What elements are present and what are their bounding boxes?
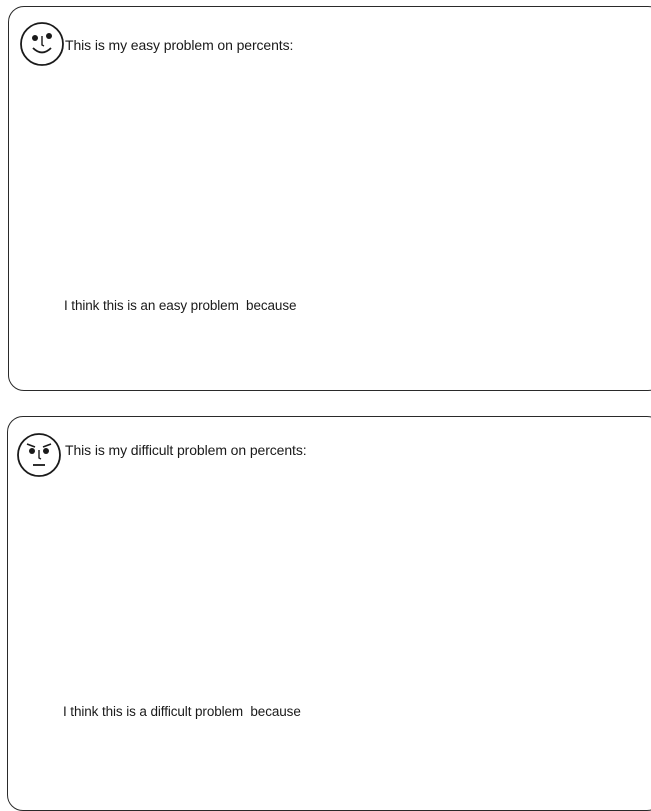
easy-problem-prompt: This is my easy problem on percents: — [65, 37, 294, 53]
angry-face-icon — [16, 432, 62, 478]
difficult-problem-reason-prompt: I think this is a difficult problem because — [63, 704, 301, 719]
difficult-problem-prompt: This is my difficult problem on percents: — [65, 442, 307, 458]
easy-problem-reason-prompt: I think this is an easy problem because — [64, 298, 297, 313]
difficult-problem-card — [7, 416, 651, 811]
smiley-face-icon — [19, 21, 65, 67]
easy-problem-card — [8, 6, 651, 391]
